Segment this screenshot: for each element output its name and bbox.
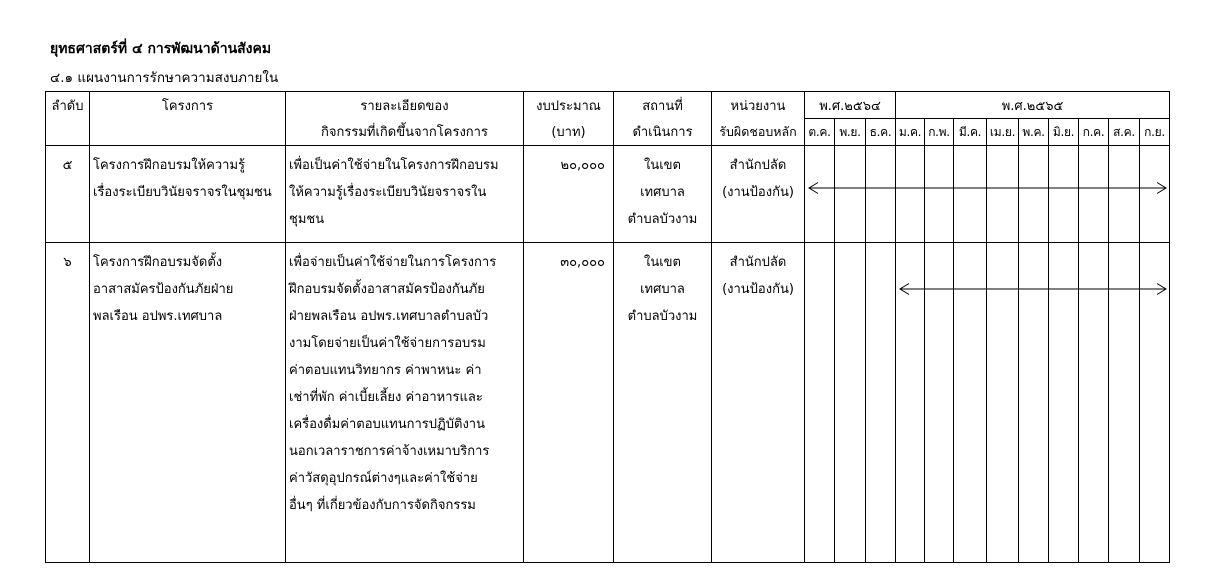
month-dec: ธ.ค.	[866, 119, 896, 146]
location: ในเขต เทศบาล ตำบลบัวงาม	[627, 255, 698, 324]
row-number: ๖	[63, 255, 72, 270]
header-place-line2: ดำเนินการ	[614, 119, 712, 146]
strategy-heading: ยุทธศาสตร์ที่ ๔ การพัฒนาด้านสังคม	[50, 41, 272, 57]
header-year-2564: พ.ศ.๒๕๖๔	[805, 92, 896, 119]
header-budget-line1: งบประมาณ	[524, 92, 614, 119]
project-name: โครงการฝึกอบรมจัดตั้ง อาสาสมัครป้องกันภัยฝ่าย พลเรือน อปพร.เทศบาล	[93, 255, 234, 324]
month-jul: ก.ค.	[1079, 119, 1109, 146]
month-sep: ก.ย.	[1140, 119, 1170, 146]
responsible-unit: สำนักปลัด (งานป้องกัน)	[722, 158, 794, 200]
location: ในเขต เทศบาล ตำบลบัวงาม	[627, 158, 698, 227]
project-plan-table	[45, 91, 1170, 563]
plan-subheading: ๔.๑ แผนงานการรักษาความสงบภายใน	[50, 70, 279, 86]
month-oct: ต.ค.	[805, 119, 835, 146]
project-name: โครงการฝึกอบรมให้ความรู้ เรื่องระเบียบวินัยจราจรในชุมชน	[93, 158, 272, 200]
month-may: พ.ค.	[1019, 119, 1049, 146]
header-project: โครงการ	[90, 92, 286, 119]
month-jun: มิ.ย.	[1049, 119, 1079, 146]
month-mar: มี.ค.	[954, 119, 987, 146]
header-year-2565: พ.ศ.๒๕๖๕	[896, 92, 1170, 119]
row-number: ๕	[62, 158, 73, 173]
table-row	[46, 146, 1170, 243]
activity-detail: เพื่อจ่ายเป็นค่าใช้จ่ายในการโครงการ ฝึกอบรมจัดตั้งอาสาสมัครป้องกันภัย ฝ่ายพลเรือน อปพร.เทศบาลตำบลบัว งามโดยจ่ายเป็นค่าใช้จ่ายการอบรม ค่าตอบแทนวิทยากร ค่าพาหนะ ค่า เช่าที่พัก ค่าเบี้ยเลี้ยง ค่าอาหารและ เครื่องดื่มค่าตอบแทนการปฏิบัติงาน นอกเวลาราชการค่าจ้างเหมาบริการ ค่าวัสดุอุปกรณ์ต่างๆและค่าใช้จ่าย อื่นๆ ที่เกี่ยวข้องกับการจัดกิจกรรม	[289, 255, 497, 513]
header-unit-line1: หน่วยงาน	[712, 92, 805, 119]
month-nov: พ.ย.	[835, 119, 866, 146]
budget-amount: ๒๐,๐๐๐	[560, 158, 605, 173]
activity-detail: เพื่อเป็นค่าใช้จ่ายในโครงการฝึกอบรม ให้ความรู้เรื่องระเบียบวินัยจราจรใน ชุมชน	[289, 158, 499, 227]
header-detail-line1: รายละเอียดของ	[286, 92, 524, 119]
month-apr: เม.ย.	[987, 119, 1019, 146]
header-unit-line2: รับผิดชอบหลัก	[712, 119, 805, 146]
budget-amount: ๓๐,๐๐๐	[560, 255, 605, 270]
header-no: ลำดับ	[46, 92, 90, 119]
month-feb: ก.พ.	[925, 119, 954, 146]
header-budget-line2: (บาท)	[524, 119, 614, 146]
header-place-line1: สถานที่	[614, 92, 712, 119]
month-jan: ม.ค.	[896, 119, 925, 146]
table-row	[46, 243, 1170, 563]
month-aug: ส.ค.	[1109, 119, 1140, 146]
responsible-unit: สำนักปลัด (งานป้องกัน)	[722, 255, 794, 297]
header-detail-line2: กิจกรรมที่เกิดขึ้นจากโครงการ	[286, 119, 524, 146]
